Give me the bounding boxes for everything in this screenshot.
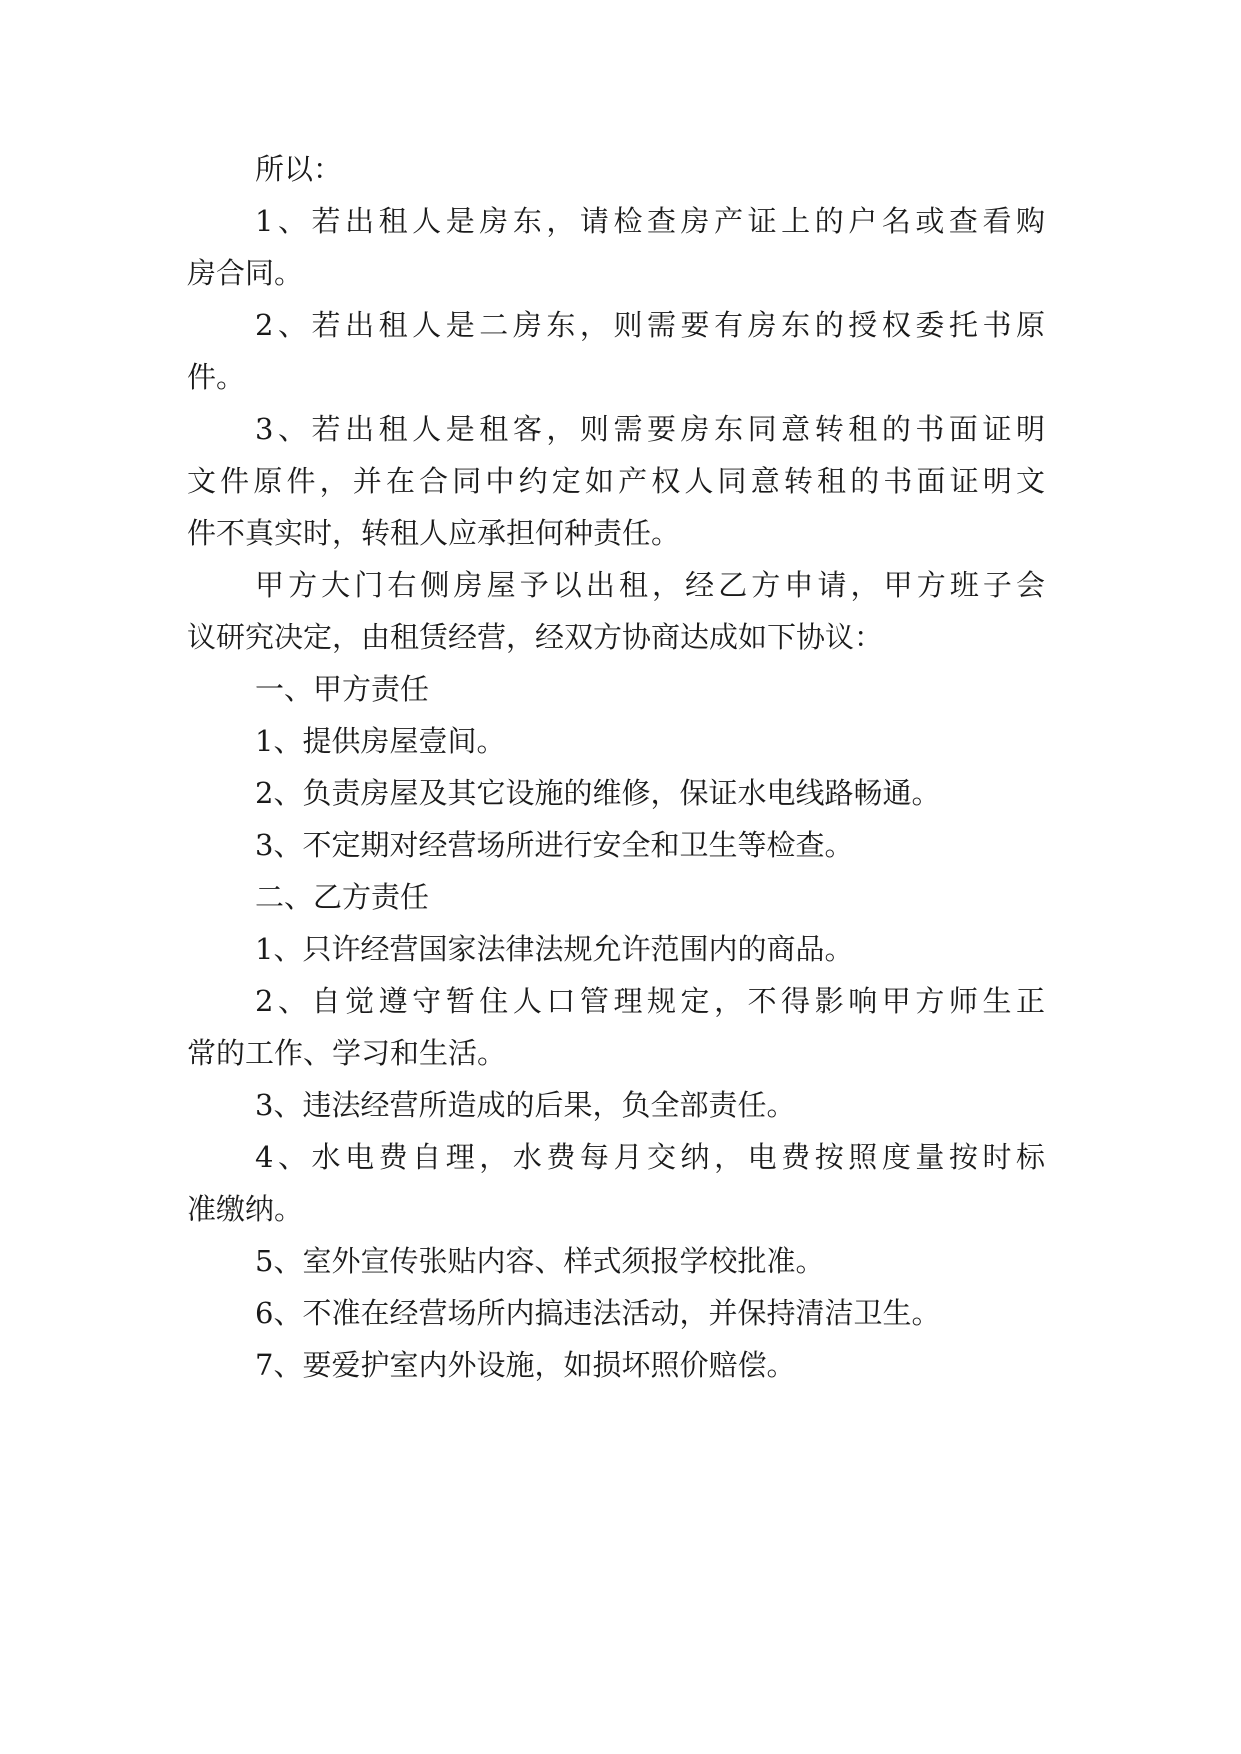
text-line: 2、自觉遵守暂住人口管理规定，不得影响甲方师生正 [255,984,1045,1018]
text-line: 文件原件，并在合同中约定如产权人同意转租的书面证明文 [187,464,1045,498]
text-line: 3、违法经营所造成的后果，负全部责任。 [255,1088,796,1122]
text-line: 3、若出租人是租客，则需要房东同意转租的书面证明 [255,412,1045,446]
text-line: 1、若出租人是房东，请检查房产证上的户名或查看购 [255,204,1045,238]
text-line: 件不真实时，转租人应承担何种责任。 [187,516,681,550]
section-heading: 二、乙方责任 [255,880,430,914]
text-line: 议研究决定，由租赁经营，经双方协商达成如下协议： [187,620,884,654]
section-heading: 一、甲方责任 [255,672,430,706]
text-line: 6、不准在经营场所内搞违法活动，并保持清洁卫生。 [255,1296,941,1330]
text-line: 4、水电费自理，水费每月交纳，电费按照度量按时标 [255,1140,1045,1174]
text-line: 所以： [255,152,343,186]
text-line: 甲方大门右侧房屋予以出租，经乙方申请，甲方班子会 [255,568,1045,602]
text-line: 2、负责房屋及其它设施的维修，保证水电线路畅通。 [255,776,941,810]
text-line: 7、要爱护室内外设施，如损坏照价赔偿。 [255,1348,796,1382]
text-line: 2、若出租人是二房东，则需要有房东的授权委托书原 [255,308,1045,342]
text-line: 1、只许经营国家法律法规允许范围内的商品。 [255,932,854,966]
text-line: 5、室外宣传张贴内容、样式须报学校批准。 [255,1244,825,1278]
text-line: 3、不定期对经营场所进行安全和卫生等检查。 [255,828,854,862]
text-line: 房合同。 [187,256,304,290]
text-line: 常的工作、学习和生活。 [187,1036,507,1070]
text-line: 1、提供房屋壹间。 [255,724,506,758]
text-line: 准缴纳。 [187,1192,304,1226]
text-line: 件。 [187,360,246,394]
